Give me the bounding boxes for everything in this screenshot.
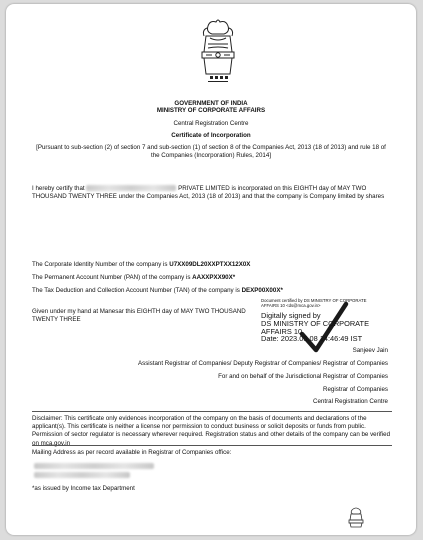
certify-suffix: PRIVATE LIMITED is incorporated on this EIGHTH day of MAY TWO THOUSAND TWENTY THREE under the Companies Act, 2013 (18 of 2013) and that the company is Company limited by shares: [32, 185, 385, 201]
emblem-seal-icon: [346, 506, 366, 528]
tan-value: DEXP00X00X*: [241, 287, 283, 294]
certificate-title: Certificate of Incorporation: [171, 132, 251, 139]
signature-line1: Digitally signed by: [261, 311, 321, 320]
pursuant-clause: [Pursuant to sub-section (2) of section 7 and sub-section (1) of section 8 of the Companies Act, 2013 (18 of 2013) and rule 18 of the Companies (Incorporation) Rules, 2014]: [36, 144, 386, 160]
signatory-role: Assistant Registrar of Companies/ Deputy Registrar of Companies/ Registrar of Companies: [137, 360, 388, 367]
mailing-address-label: Mailing Address as per record available in Registrar of Companies office:: [32, 449, 232, 456]
income-tax-note: *as issued by Income tax Department: [32, 485, 135, 492]
signatory-behalf: For and on behalf of the Jurisdictional Registrar of Companies: [218, 373, 388, 380]
mailing-address-line1-redacted: [34, 463, 154, 469]
divider-top: [32, 411, 392, 412]
company-name-redacted: [86, 185, 176, 191]
mailing-address-line2-redacted: [34, 472, 130, 478]
heading-centre: Central Registration Centre: [173, 120, 249, 127]
divider-bottom: [32, 445, 392, 446]
digital-signature-block: [261, 312, 381, 343]
national-emblem-icon: [194, 18, 242, 92]
given-under-hand: Given under my hand at Manesar this EIGHTH day of MAY TWO THOUSAND TWENTY THREE: [32, 308, 246, 324]
cin-value: U7XX09DL20XXPTXX12X0X: [169, 261, 251, 268]
heading-government: GOVERNMENT OF INDIA: [174, 100, 248, 107]
pan-line: [32, 274, 392, 282]
certify-paragraph: [32, 185, 392, 201]
pan-label: The Permanent Account Number (PAN) of the company is: [32, 274, 191, 281]
certificate-page: [6, 4, 416, 535]
certify-prefix: I hereby certify that: [32, 185, 85, 192]
cin-label: The Corporate Identity Number of the company is: [32, 261, 168, 268]
document-certified-note: Document certified by DS MINISTRY OF CORPORATE AFFAIRS 10 <ds@mca.gov.in>: [261, 298, 367, 308]
tan-line: [32, 287, 392, 295]
signatory-name: Sanjeev Jain: [352, 347, 388, 354]
cin-line: [32, 261, 392, 269]
signatory-centre: Central Registration Centre: [313, 398, 388, 405]
heading-ministry: MINISTRY OF CORPORATE AFFAIRS: [156, 107, 266, 114]
pan-value: AAXXPXX90X*: [192, 274, 236, 281]
disclaimer-text: Disclaimer: This certificate only evidences incorporation of the company on the basis of documents and declarations of the applicant(s). This certificate is neither a license nor permission to conduct business or solicit deposits or funds from public. Permission of sector regulator is necessary wherever required. Registration status and other details of the company can be verified on mca.gov.in: [32, 415, 391, 447]
signature-line3: AFFAIRS 10: [261, 326, 303, 336]
signature-date: Date: 2023.05.08 14:46:49 IST: [261, 334, 363, 344]
signatory-registrar: Registrar of Companies: [323, 386, 388, 393]
tan-label: The Tax Deduction and Collection Account Number (TAN) of the company is: [32, 287, 240, 294]
signature-line2: DS MINISTRY OF CORPORATE: [261, 318, 369, 328]
